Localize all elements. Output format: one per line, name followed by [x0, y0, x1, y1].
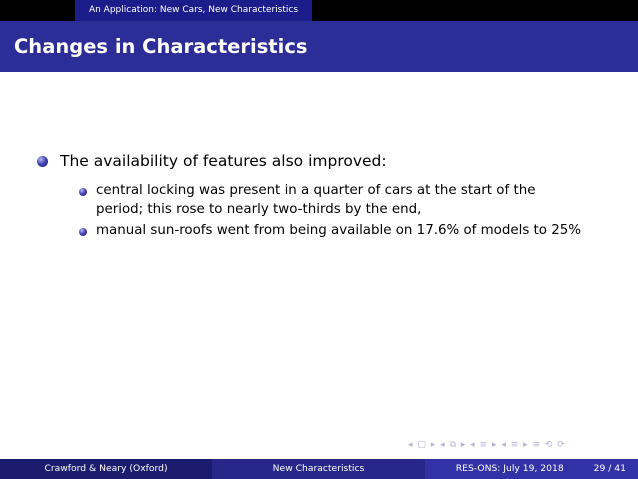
subbullet-text-line: central locking was present in a quarter of cars at the start of the: [96, 183, 536, 198]
page-number: 29 / 41: [593, 463, 626, 474]
beamer-navigation-icons[interactable]: ◂ ▢ ▸ ◂ ⧉ ▸ ◂ ≡ ▸ ◂ ≡ ▸ ≡ ⟲ ⟳: [408, 440, 566, 450]
footer-authors-text: Crawford & Neary (Oxford): [44, 463, 168, 474]
footer-date: RES-ONS: July 19, 2018: [455, 463, 564, 474]
footer-authors: [0, 459, 212, 479]
subbullet-icon: [79, 188, 87, 196]
subbullet-text-line: period; this rose to nearly two-thirds by the end,: [96, 202, 422, 217]
footer-date-page: [425, 459, 638, 479]
footer-bar: [0, 459, 638, 479]
subbullet-icon: [79, 228, 87, 236]
bullet-text: The availability of features also improved:: [60, 152, 387, 170]
section-title[interactable]: An Application: New Cars, New Characteristics: [75, 0, 312, 21]
bullet-icon: [37, 156, 48, 167]
frame-title: Changes in Characteristics: [14, 35, 308, 58]
section-navigation-bar: [0, 0, 638, 21]
footer-short-title: [212, 459, 425, 479]
footer-short-title-text: New Characteristics: [272, 463, 365, 474]
frame-title-bar: [0, 21, 638, 72]
subbullet-text-line: manual sun-roofs went from being available on 17.6% of models to 25%: [96, 223, 582, 238]
